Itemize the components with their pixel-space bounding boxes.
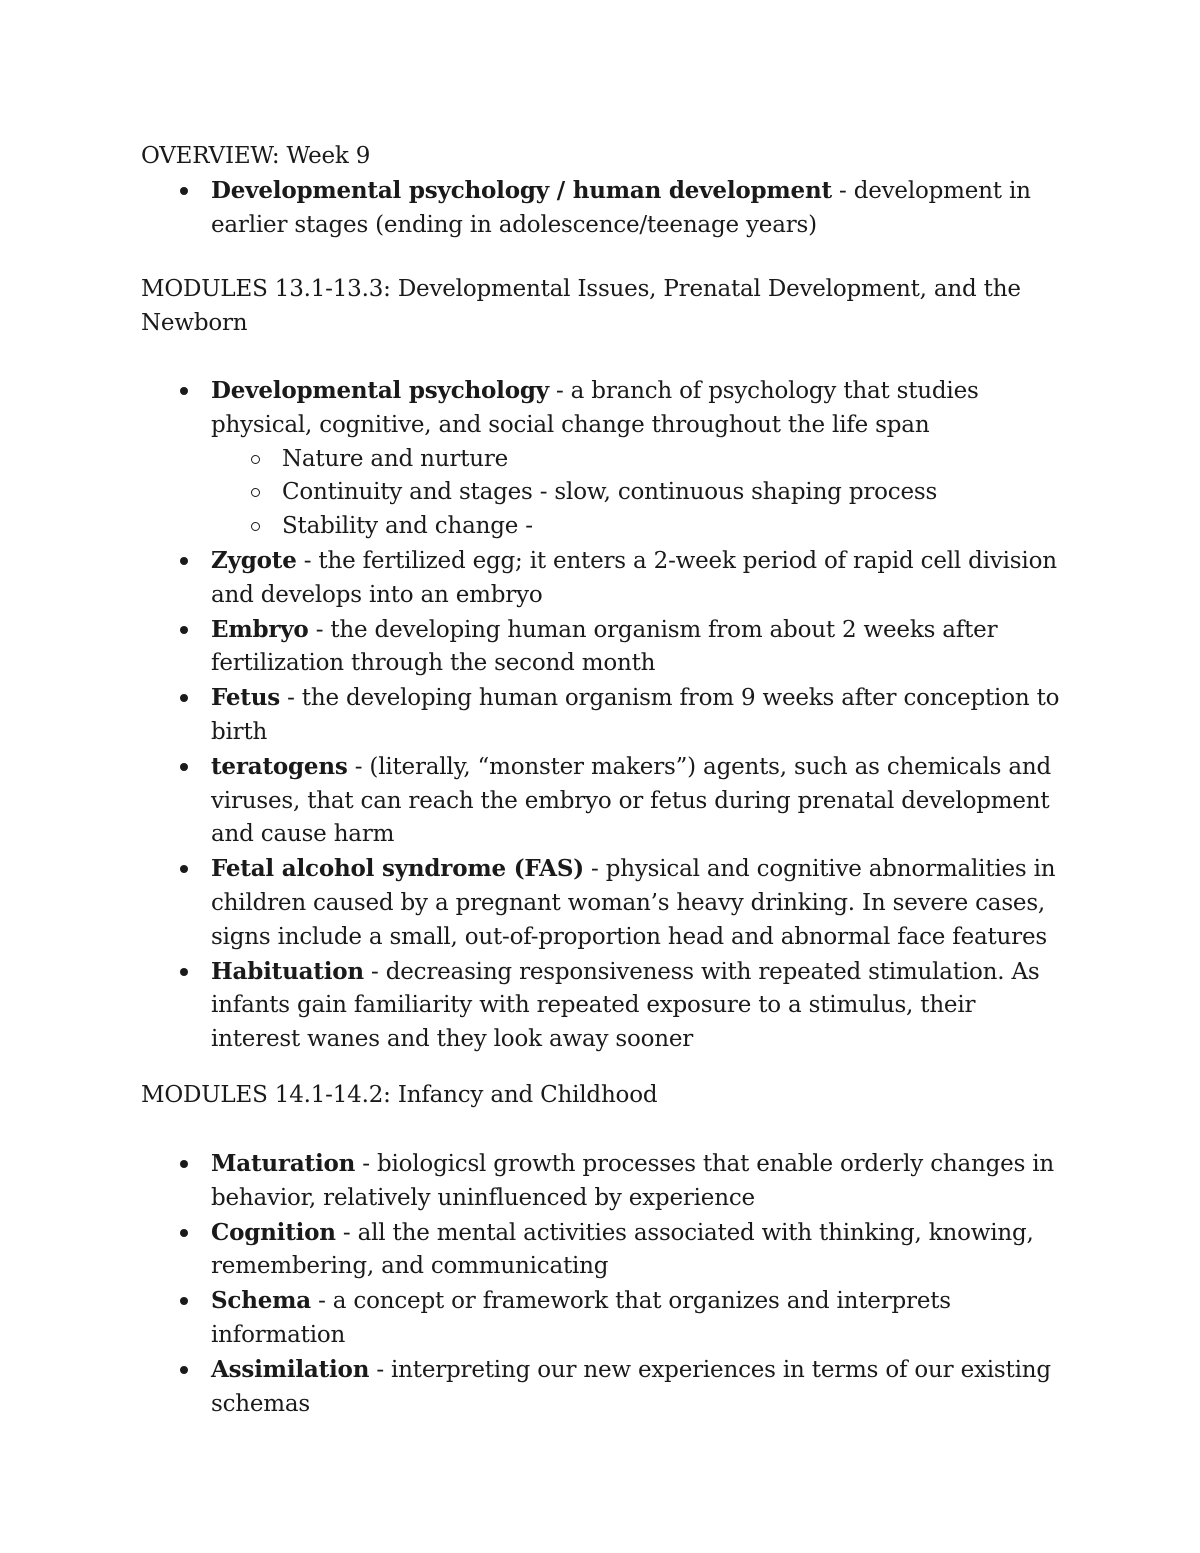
definition: - development in earlier stages (ending in adolescence/teenage years) — [211, 178, 1031, 238]
term: Developmental psychology — [211, 377, 549, 404]
definition: - (literally, “monster makers”) agents, such as chemicals and viruses, that can reach the embryo or fetus during prenatal development and cause harm — [211, 753, 1052, 848]
list-item — [0, 374, 1200, 544]
list-item — [0, 750, 1200, 852]
term: Developmental psychology / human development — [211, 177, 832, 204]
definition: - the fertilized egg; it enters a 2-week period of rapid cell division and develops into an embryo — [211, 547, 1057, 608]
definition: - a concept or framework that organizes and interprets information — [211, 1288, 951, 1348]
list-item — [0, 955, 1200, 1057]
sub-list-item: Continuity and stages - slow, continuous shaping process — [211, 476, 1070, 510]
definition: - biologicsl growth processes that enable orderly changes in behavior, relatively uninfluenced by experience — [211, 1151, 1055, 1211]
definition: - interpreting our new experiences in terms of our existing schemas — [211, 1356, 1051, 1417]
list-item — [0, 174, 1200, 243]
list-item — [0, 1147, 1200, 1216]
sub-list — [211, 443, 1070, 544]
term: Fetal alcohol syndrome (FAS) — [211, 855, 584, 883]
term: Assimilation — [211, 1355, 370, 1383]
sub-list-item: Nature and nurture — [211, 443, 1070, 477]
term: Embryo — [211, 615, 309, 643]
list-item — [0, 1216, 1200, 1285]
overview-heading: OVERVIEW: Week 9 — [141, 143, 371, 169]
definition: - the developing human organism from about 2 weeks after fertilization through the second month — [211, 616, 998, 677]
list-item — [0, 681, 1200, 750]
overview-list — [0, 174, 1200, 243]
definition: - decreasing responsiveness with repeated stimulation. As infants gain familiarity with repeated exposure to a stimulus, their interest wanes and they look away sooner — [211, 958, 1040, 1053]
modules-14-list — [0, 1147, 1200, 1421]
modules-14-heading: MODULES 14.1-14.2: Infancy and Childhood — [141, 1082, 658, 1108]
list-item — [0, 613, 1200, 682]
term: teratogens — [211, 752, 348, 780]
list-item — [0, 544, 1200, 613]
term: Habituation — [211, 957, 364, 985]
definition: - the developing human organism from 9 weeks after conception to birth — [211, 685, 1060, 745]
sub-list-item: Stability and change - — [211, 510, 1070, 544]
modules-13-heading: MODULES 13.1-13.3: Developmental Issues, Prenatal Development, and the Newborn — [141, 276, 1021, 336]
term: Schema — [211, 1287, 312, 1315]
term: Zygote — [211, 546, 297, 574]
term: Maturation — [211, 1150, 356, 1177]
definition: - all the mental activities associated with thinking, knowing, remembering, and communicating — [211, 1219, 1034, 1280]
list-item — [0, 1353, 1200, 1422]
term: Cognition — [211, 1218, 336, 1246]
list-item — [0, 1284, 1200, 1353]
definition: - physical and cognitive abnormalities in children caused by a pregnant woman’s heavy drinking. In severe cases, signs include a small, out-of-proportion head and abnormal face features — [211, 856, 1056, 950]
definition: - a branch of psychology that studies physical, cognitive, and social change throughout the life span — [211, 378, 979, 438]
list-item — [0, 852, 1200, 954]
term: Fetus — [211, 684, 280, 712]
modules-13-list — [0, 374, 1200, 1057]
